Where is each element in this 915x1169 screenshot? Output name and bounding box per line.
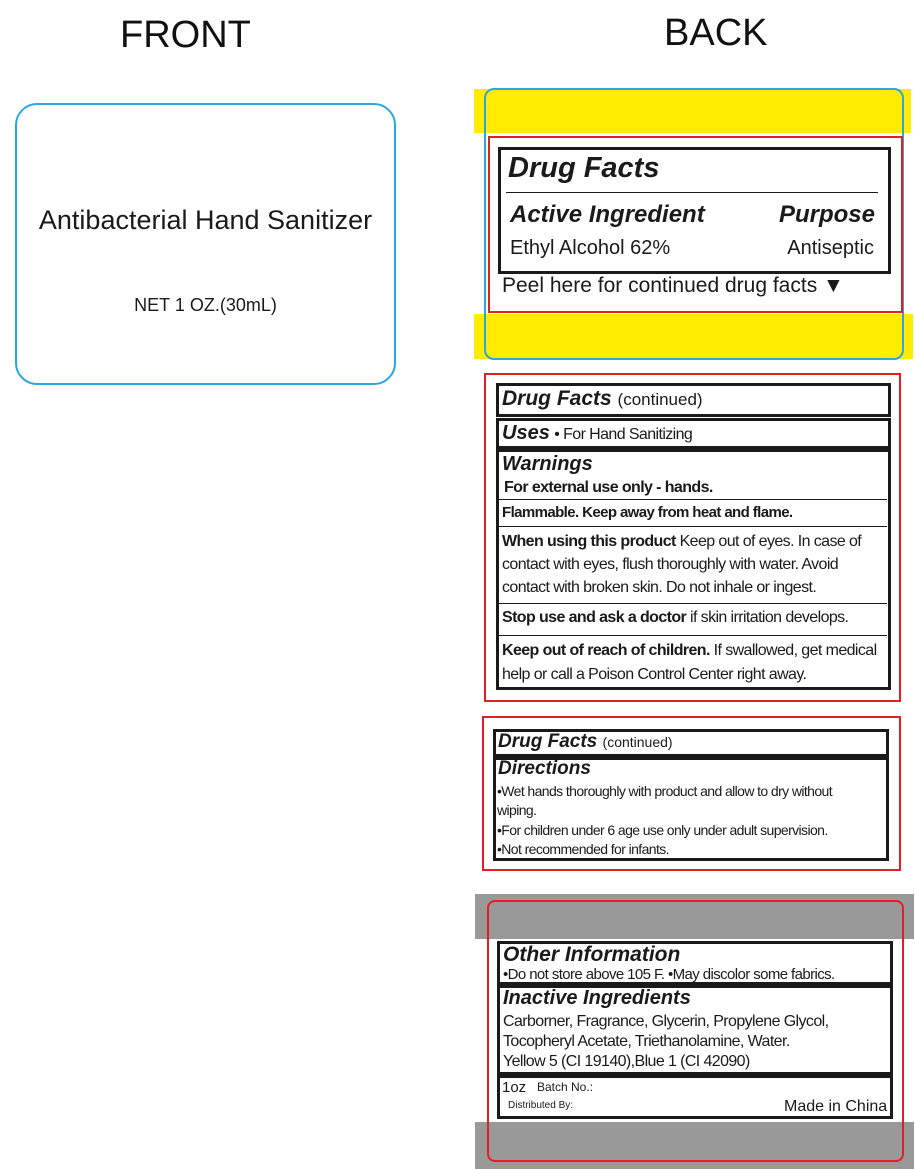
active-ingredient-heading: Active Ingredient (510, 201, 705, 228)
stop-use-block (502, 609, 848, 627)
drug-facts-title: Drug Facts (508, 152, 660, 184)
inactive-line: Tocopheryl Acetate, Triethanolamine, Water. (503, 1033, 790, 1050)
panel2-title-text: Drug Facts (502, 387, 612, 410)
when-using-text: Keep out of eyes. In case of contact with eyes, flush thoroughly with water. Avoid contact with broken skin. Do not inhale or ingest. (502, 533, 862, 596)
other-info-heading: Other Information (503, 943, 681, 966)
panel2-title-suffix: (continued) (617, 390, 703, 409)
product-name: Antibacterial Hand Sanitizer (38, 205, 373, 235)
external-use-line: For external use only - hands. (504, 479, 713, 496)
inactive-line: Yellow 5 (CI 19140),Blue 1 (CI 42090) (503, 1053, 750, 1070)
title-rule (506, 192, 878, 193)
divider-3 (499, 603, 887, 604)
distributed-label: Distributed By: (508, 1100, 574, 1111)
keep-out-text: If swallowed, get medical help or call a Poison Control Center right away. (502, 642, 877, 683)
direction-item: •Not recommended for infants. (497, 841, 669, 857)
back-heading: BACK (664, 12, 768, 54)
direction-item: •Wet hands thoroughly with product and allow to dry without wiping. (497, 783, 833, 818)
when-using-heading: When using this product (502, 533, 676, 550)
size-label: 1oz (502, 1079, 527, 1096)
uses-heading: Uses (502, 422, 550, 444)
panel3-title-suffix: (continued) (602, 734, 673, 750)
active-ingredient-value: Ethyl Alcohol 62% (510, 237, 671, 259)
peel-instruction[interactable]: Peel here for continued drug facts ▼ (502, 274, 844, 297)
uses-row (502, 422, 692, 445)
uses-text: • For Hand Sanitizing (554, 426, 693, 443)
keep-out-heading: Keep out of reach of children. (502, 642, 710, 659)
keep-out-block (502, 639, 884, 687)
purpose-value: Antiseptic (787, 237, 874, 259)
stop-use-text: if skin irritation develops. (686, 609, 849, 626)
other-info-text: •Do not store above 105 F. •May discolor some fabrics. (503, 966, 835, 983)
panel2-title (502, 387, 703, 411)
purpose-heading: Purpose (778, 201, 875, 228)
when-using-block (502, 530, 884, 599)
inactive-line: Carborner, Fragrance, Glycerin, Propylene Glycol, (503, 1013, 829, 1030)
warnings-heading: Warnings (502, 453, 593, 475)
stop-use-heading: Stop use and ask a doctor (502, 609, 687, 626)
made-in-label: Made in China (784, 1098, 888, 1115)
panel3-title-text: Drug Facts (498, 731, 598, 752)
net-quantity: NET 1 OZ.(30mL) (134, 295, 277, 315)
directions-heading: Directions (498, 758, 591, 779)
inactive-heading: Inactive Ingredients (503, 987, 691, 1009)
divider-1 (499, 499, 887, 500)
front-label (15, 103, 396, 385)
batch-label: Batch No.: (537, 1080, 594, 1094)
direction-item: •For children under 6 age use only under adult supervision. (497, 822, 828, 838)
flammable-line: Flammable. Keep away from heat and flame. (502, 504, 793, 521)
panel3-title (498, 731, 673, 753)
divider-4 (499, 635, 887, 636)
divider-2 (499, 526, 887, 527)
front-heading: FRONT (120, 14, 251, 56)
